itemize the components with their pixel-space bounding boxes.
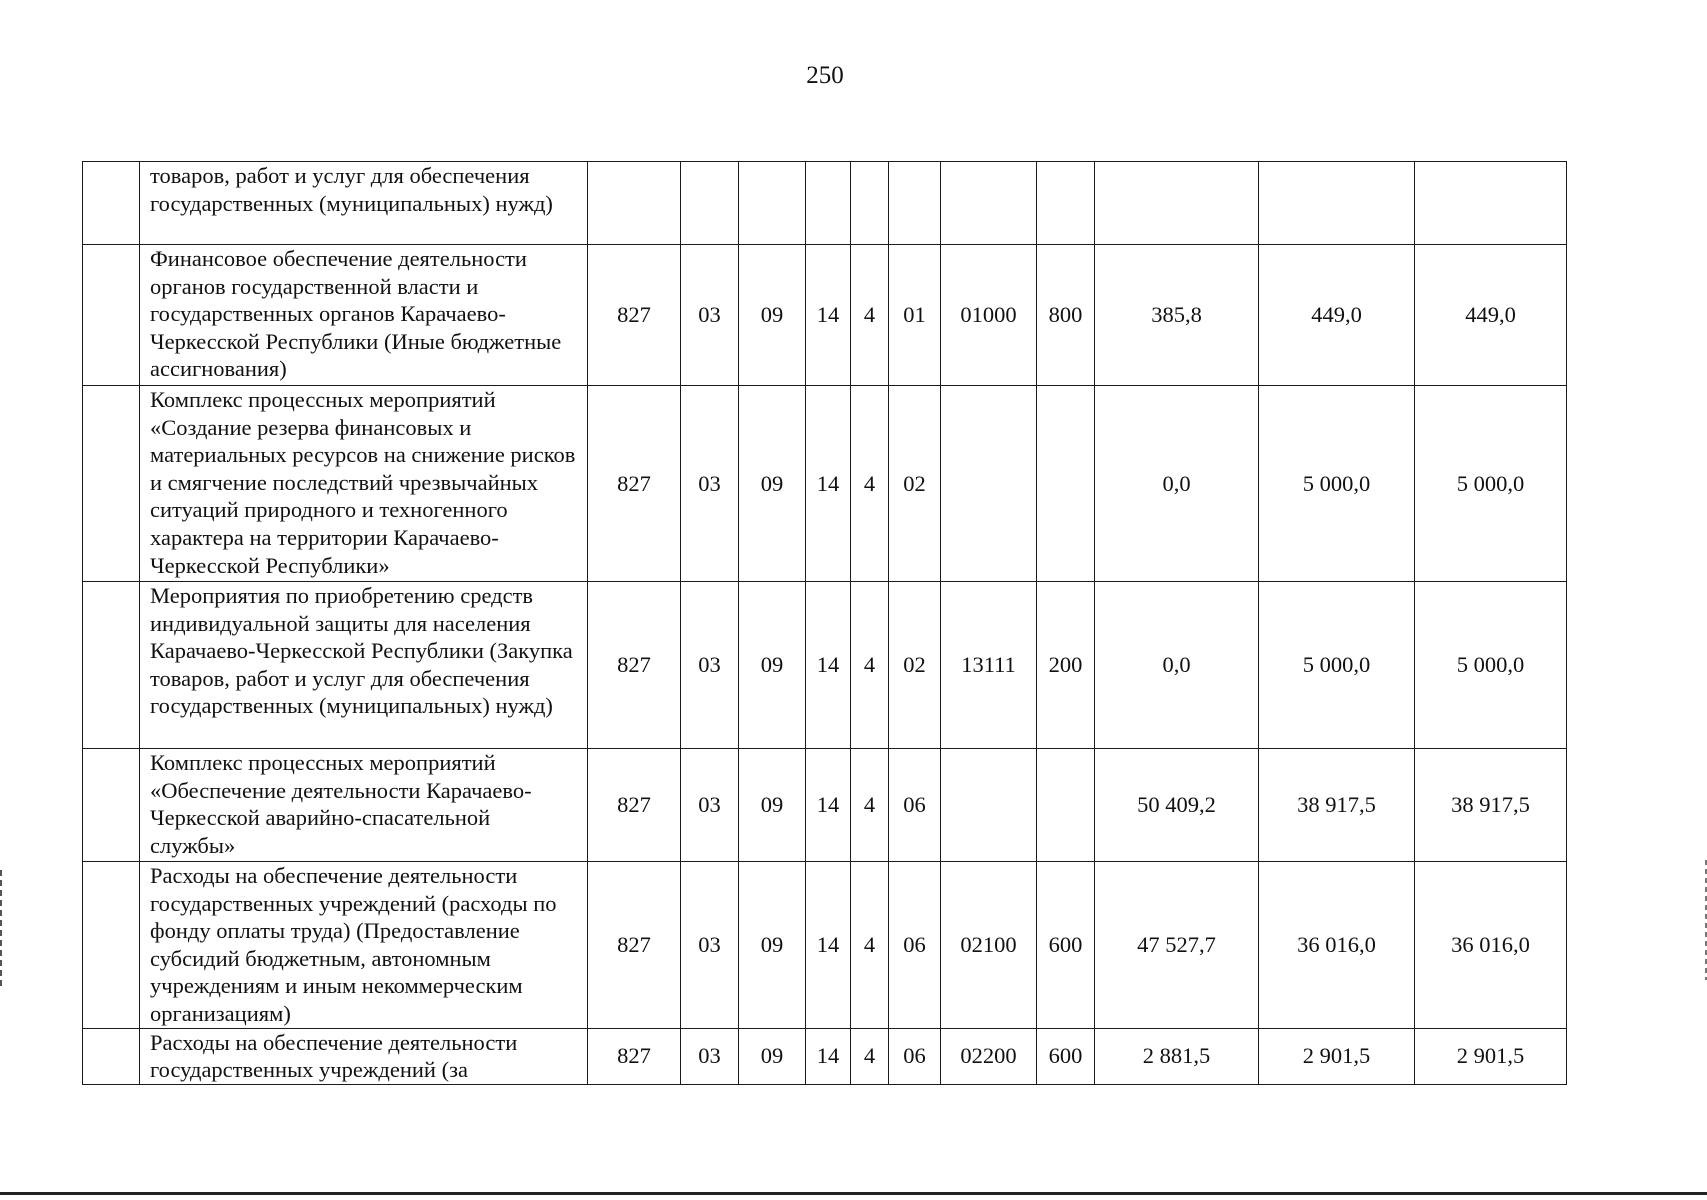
amount-cell: 38 917,5 [1415,749,1567,862]
scan-bottom-edge [0,1192,1707,1195]
amount-cell: 5 000,0 [1415,386,1567,582]
code-cell: 14 [806,245,851,386]
amount-cell: 2 881,5 [1095,1028,1259,1084]
table-row [83,386,1567,582]
code-cell: 14 [806,749,851,862]
code-cell: 01000 [941,245,1037,386]
code-cell: 13111 [941,582,1037,749]
code-cell [1037,162,1095,245]
code-cell: 4 [851,749,889,862]
table-row [83,245,1567,386]
amount-cell: 5 000,0 [1259,582,1415,749]
row-number-cell [83,386,140,582]
code-cell: 827 [588,1028,681,1084]
code-cell: 14 [806,862,851,1029]
amount-cell: 36 016,0 [1259,862,1415,1029]
code-cell: 827 [588,749,681,862]
code-cell: 09 [739,1028,806,1084]
row-number-cell [83,162,140,245]
code-cell: 03 [681,582,739,749]
description-cell: Комплекс процессных мероприятий «Создание резерва финансовых и материальных ресурсов на снижение рисков и смягчение последствий чрезвычайных ситуаций природного и техногенного характера на территории Карачаево-Черкесской Республики» [140,386,588,582]
code-cell: 09 [739,245,806,386]
code-cell: 02200 [941,1028,1037,1084]
code-cell: 03 [681,1028,739,1084]
code-cell: 03 [681,386,739,582]
scan-edge-mark [0,870,2,990]
code-cell: 03 [681,245,739,386]
description-cell: Мероприятия по приобретению средств индивидуальной защиты для населения Карачаево-Черкесской Республики (Закупка товаров, работ и услуг для обеспечения государственных (муниципальных) нужд) [140,582,588,749]
code-cell: 4 [851,386,889,582]
description-cell: Комплекс процессных мероприятий «Обеспечение деятельности Карачаево-Черкесской аварийно-спасательной службы» [140,749,588,862]
description-cell: Расходы на обеспечение деятельности государственных учреждений (расходы по фонду оплаты труда) (Предоставление субсидий бюджетным, автономным учреждениям и иным некоммерческим организациям) [140,862,588,1029]
code-cell: 14 [806,1028,851,1084]
budget-table [82,161,1567,1085]
description-cell: Расходы на обеспечение деятельности государственных учреждений (за [140,1028,588,1084]
code-cell: 09 [739,749,806,862]
code-cell: 827 [588,582,681,749]
code-cell: 200 [1037,582,1095,749]
code-cell: 14 [806,386,851,582]
code-cell: 4 [851,245,889,386]
code-cell: 09 [739,582,806,749]
code-cell: 4 [851,1028,889,1084]
code-cell [941,749,1037,862]
code-cell [681,162,739,245]
amount-cell: 2 901,5 [1259,1028,1415,1084]
amount-cell: 38 917,5 [1259,749,1415,862]
code-cell: 827 [588,386,681,582]
code-cell: 03 [681,862,739,1029]
code-cell [941,162,1037,245]
code-cell [806,162,851,245]
code-cell: 02 [889,386,941,582]
description-cell: Финансовое обеспечение деятельности органов государственной власти и государственных органов Карачаево-Черкесской Республики (Иные бюджетные ассигнования) [140,245,588,386]
code-cell [1037,386,1095,582]
code-cell [1037,749,1095,862]
amount-cell: 36 016,0 [1415,862,1567,1029]
code-cell: 800 [1037,245,1095,386]
amount-cell: 5 000,0 [1415,582,1567,749]
amount-cell: 47 527,7 [1095,862,1259,1029]
amount-cell: 449,0 [1415,245,1567,386]
row-number-cell [83,862,140,1029]
amount-cell [1259,162,1415,245]
code-cell: 827 [588,862,681,1029]
amount-cell: 385,8 [1095,245,1259,386]
table-row [83,1028,1567,1084]
amount-cell: 2 901,5 [1415,1028,1567,1084]
code-cell [941,386,1037,582]
code-cell: 02 [889,582,941,749]
table-row [83,582,1567,749]
code-cell: 600 [1037,862,1095,1029]
amount-cell: 50 409,2 [1095,749,1259,862]
code-cell: 06 [889,862,941,1029]
code-cell: 01 [889,245,941,386]
code-cell [851,162,889,245]
code-cell: 827 [588,245,681,386]
amount-cell: 0,0 [1095,582,1259,749]
code-cell: 4 [851,582,889,749]
amount-cell: 0,0 [1095,386,1259,582]
code-cell [588,162,681,245]
table-row [83,862,1567,1029]
code-cell: 600 [1037,1028,1095,1084]
code-cell [739,162,806,245]
description-cell: товаров, работ и услуг для обеспечения государственных (муниципальных) нужд) [140,162,588,245]
amount-cell [1415,162,1567,245]
code-cell [889,162,941,245]
amount-cell [1095,162,1259,245]
code-cell: 4 [851,862,889,1029]
code-cell: 02100 [941,862,1037,1029]
table-row [83,749,1567,862]
code-cell: 06 [889,1028,941,1084]
amount-cell: 5 000,0 [1259,386,1415,582]
page-number: 250 [806,62,844,89]
table-row [83,162,1567,245]
amount-cell: 449,0 [1259,245,1415,386]
row-number-cell [83,749,140,862]
code-cell: 14 [806,582,851,749]
row-number-cell [83,245,140,386]
row-number-cell [83,582,140,749]
code-cell: 09 [739,386,806,582]
code-cell: 06 [889,749,941,862]
row-number-cell [83,1028,140,1084]
code-cell: 09 [739,862,806,1029]
code-cell: 03 [681,749,739,862]
